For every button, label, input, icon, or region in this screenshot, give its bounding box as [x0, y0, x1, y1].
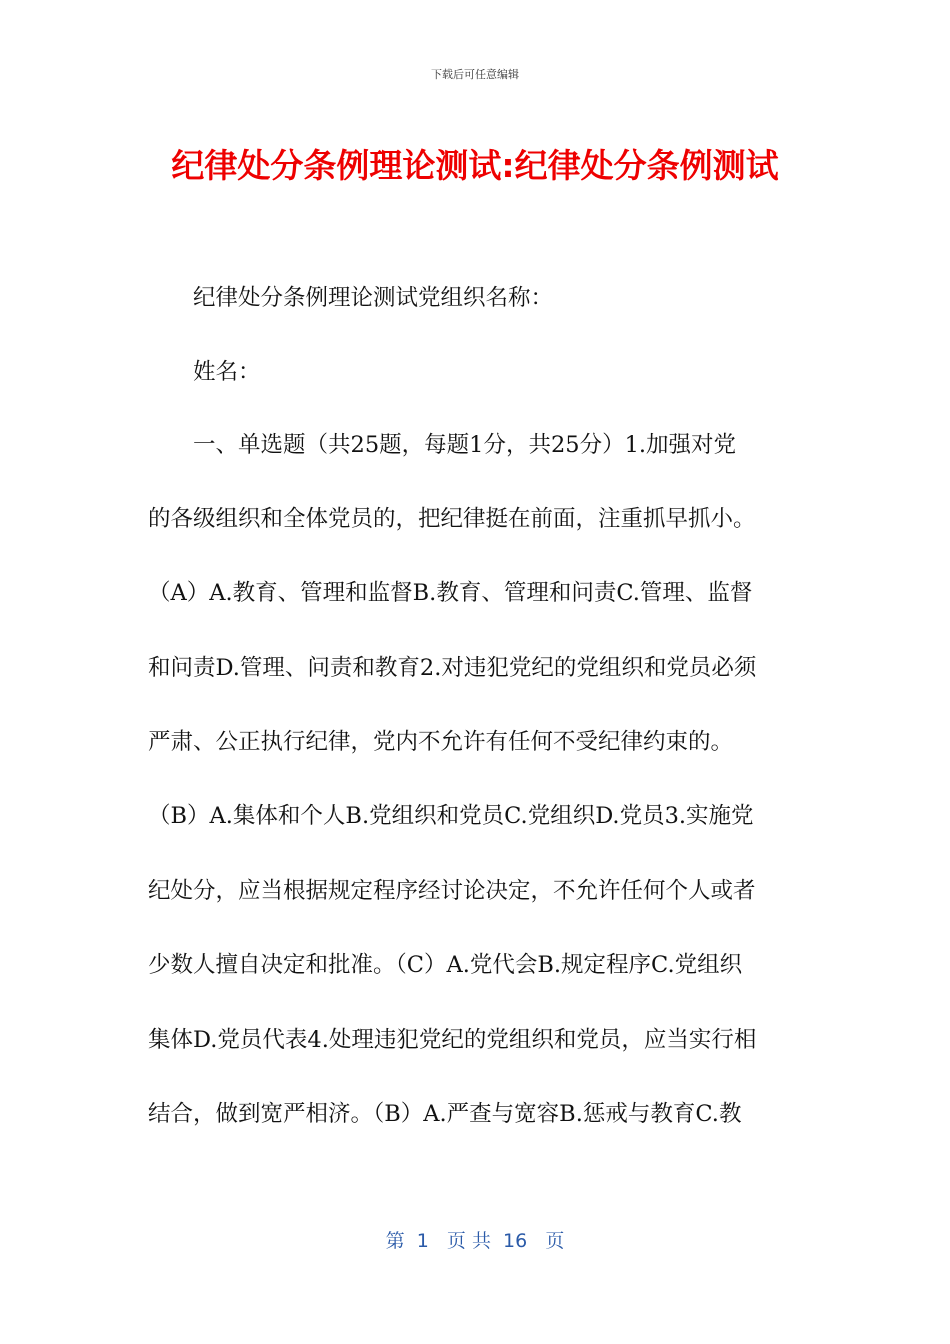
paragraph-line: 的各级组织和全体党员的，把纪律挺在前面，注重抓早抓小。	[148, 506, 756, 532]
paragraph-line: 和问责D.管理、问责和教育2.对违犯党纪的党组织和党员必须	[148, 655, 757, 681]
paragraph-line: 严肃、公正执行纪律，党内不允许有任何不受纪律约束的。	[148, 729, 734, 755]
document-title: 纪律处分条例理论测试:纪律处分条例测试	[171, 146, 779, 185]
paragraph-line: 姓名：	[193, 359, 261, 385]
paragraph-line: 集体D.党员代表4.处理违犯党纪的党组织和党员，应当实行相	[148, 1027, 757, 1053]
paragraph-line: （B）A.集体和个人B.党组织和党员C.党组织D.党员3.实施党	[148, 803, 754, 829]
header-note: 下载后可任意编辑	[431, 68, 519, 81]
paragraph-line: 少数人擅自决定和批准。（C）A.党代会B.规定程序C.党组织	[148, 952, 743, 978]
paragraph-line: 纪处分，应当根据规定程序经讨论决定，不允许任何个人或者	[148, 878, 756, 904]
paragraph-line: 一、单选题（共25题，每题1分，共25分）1.加强对党	[193, 432, 737, 458]
page-footer: 第 1 页 共 16 页	[385, 1230, 565, 1252]
paragraph-line: 纪律处分条例理论测试党组织名称：	[193, 285, 554, 311]
paragraph-line: 结合，做到宽严相济。（B）A.严查与宽容B.惩戒与教育C.教	[148, 1101, 742, 1127]
paragraph-line: （A）A.教育、管理和监督B.教育、管理和问责C.管理、监督	[148, 580, 753, 606]
